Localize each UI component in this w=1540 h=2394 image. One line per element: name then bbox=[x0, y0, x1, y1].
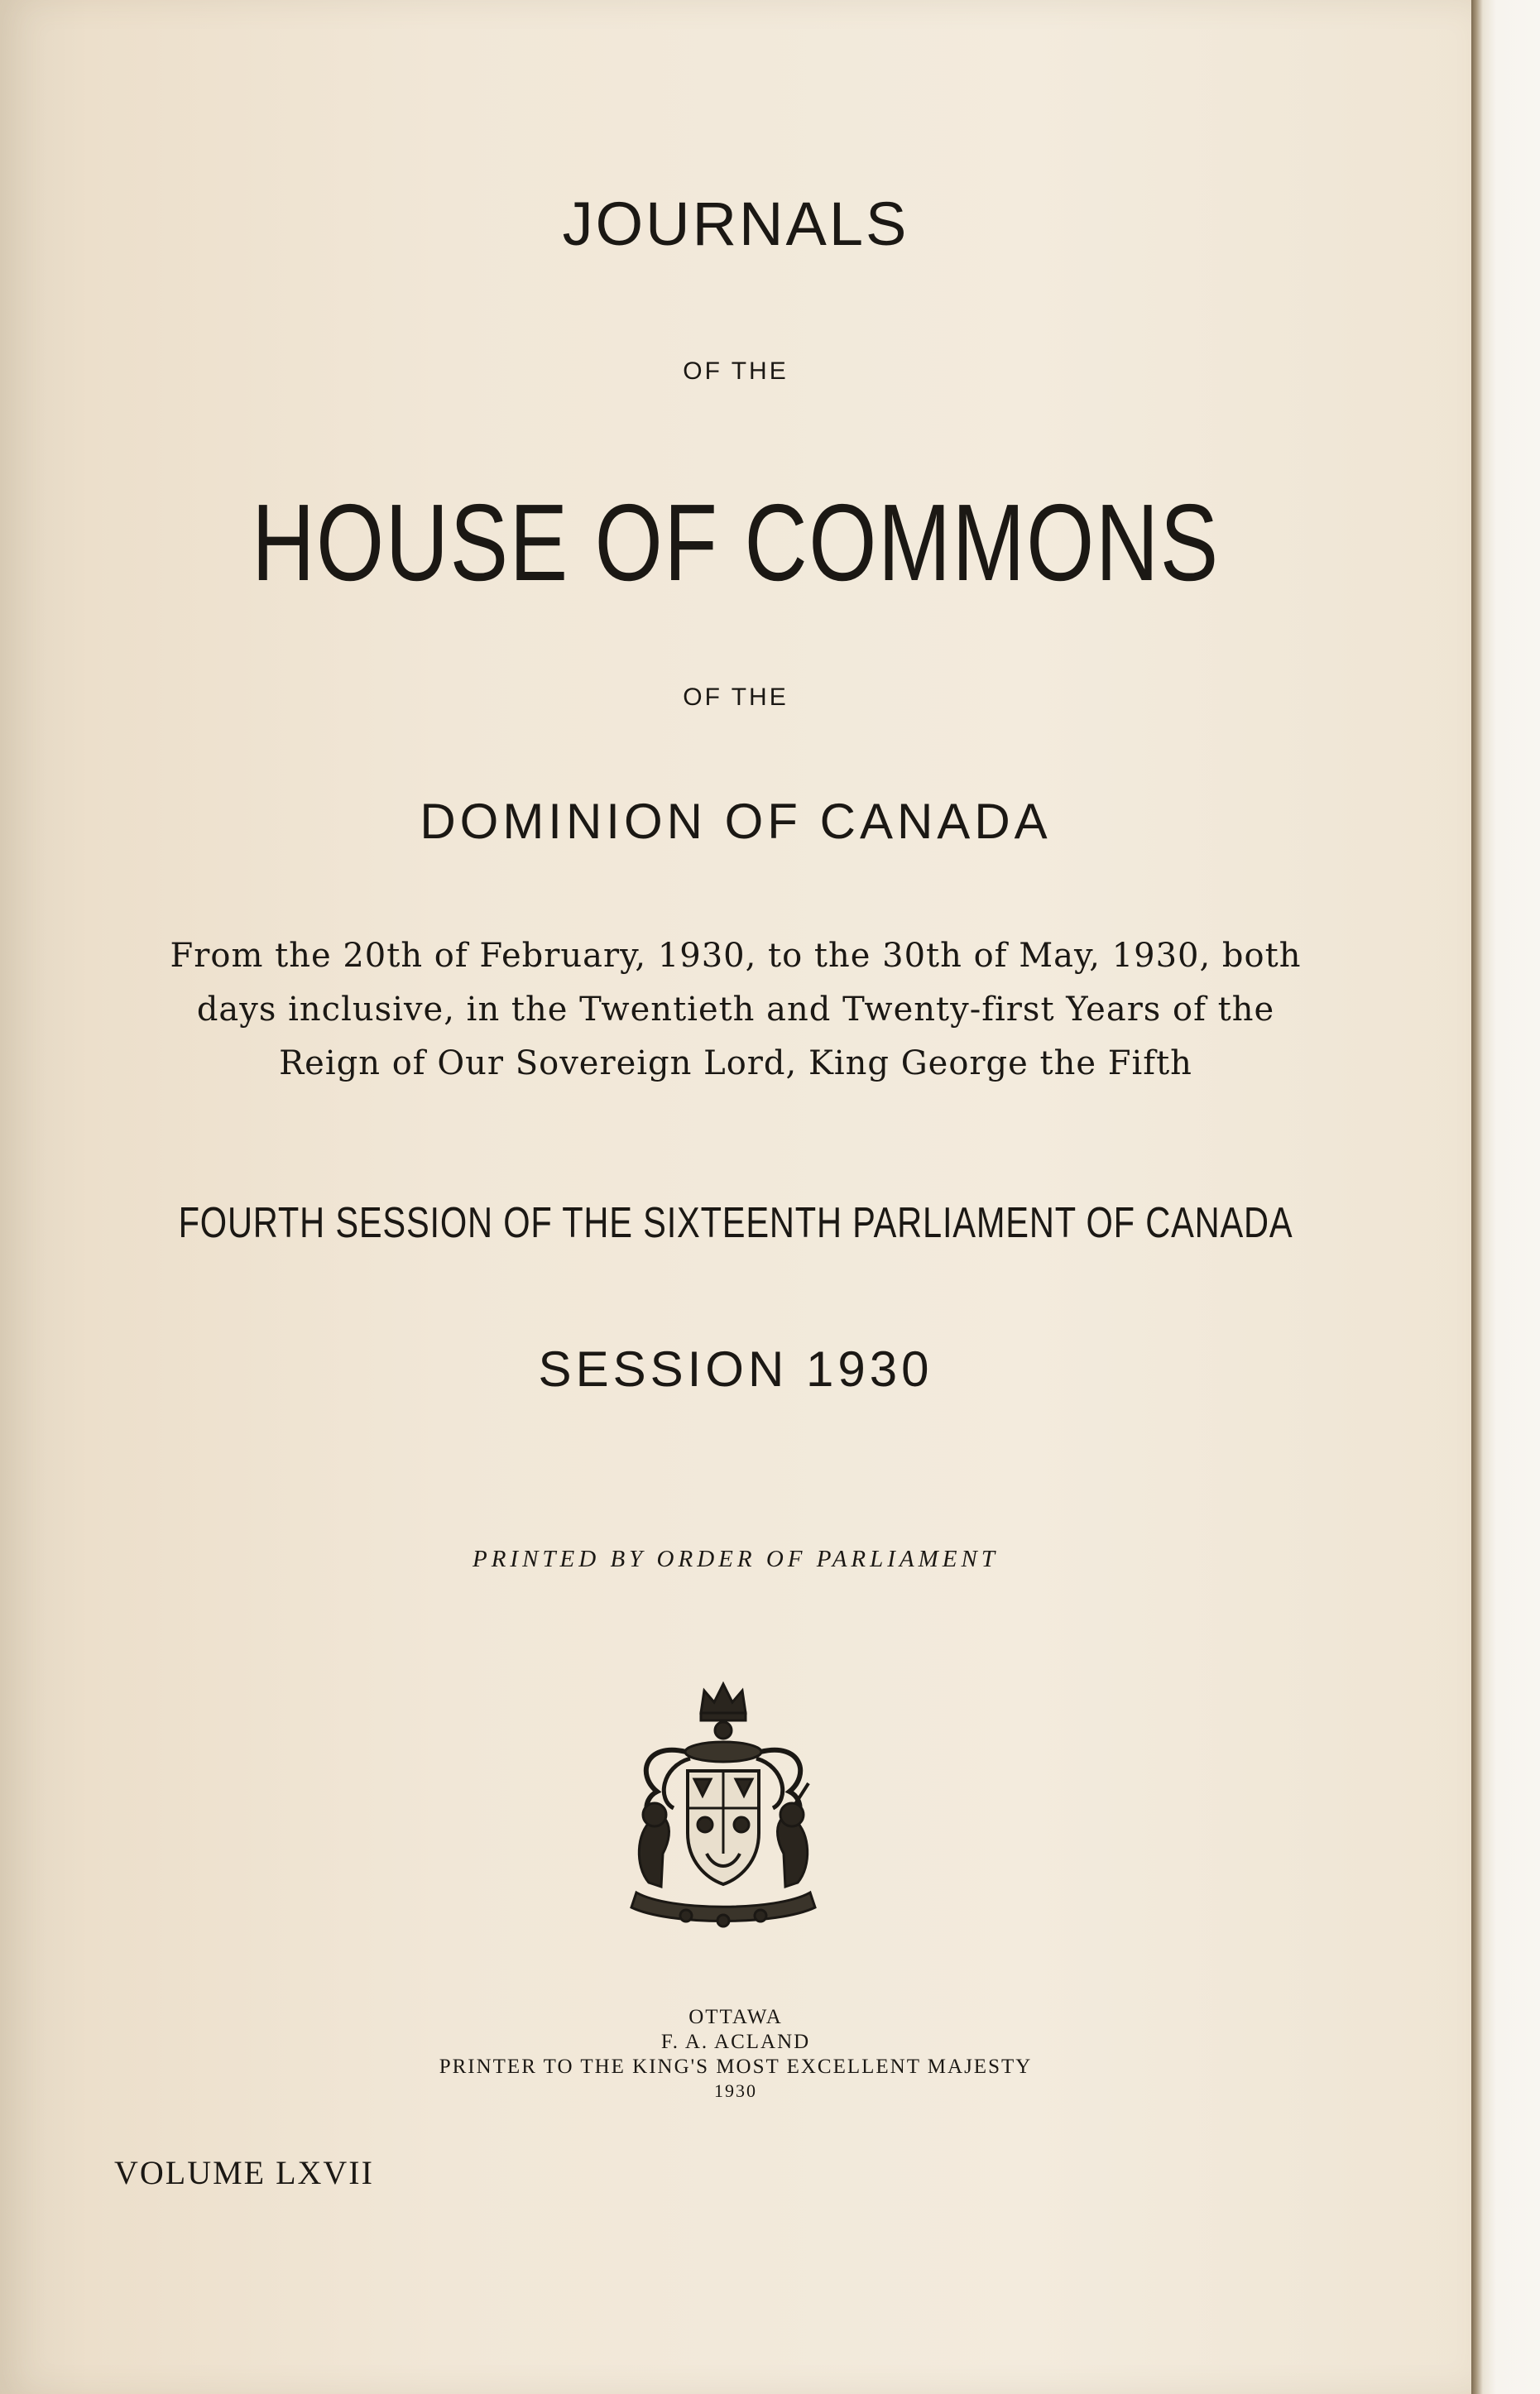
date-range-line: From the 20th of February, 1930, to the 30th of May, 1930, both bbox=[170, 937, 1302, 975]
of-the-line: OF THE bbox=[683, 684, 789, 711]
imprint-city: OTTAWA bbox=[688, 2006, 783, 2028]
imprint-printer-name: F. A. ACLAND bbox=[660, 2031, 811, 2053]
imprint-printer-title: PRINTER TO THE KING'S MOST EXCELLENT MAJESTY bbox=[439, 2056, 1033, 2078]
coat-of-arms-icon bbox=[612, 1676, 835, 1932]
session-description: FOURTH SESSION OF THE SIXTEENTH PARLIAMENT OF CANADA bbox=[178, 1199, 1293, 1247]
of-the-line: OF THE bbox=[683, 357, 789, 385]
date-range-line: days inclusive, in the Twentieth and Twenty-first Years of the bbox=[196, 991, 1275, 1029]
volume-label: VOLUME LXVII bbox=[114, 2154, 374, 2191]
dominion-heading: DOMINION OF CANADA bbox=[420, 794, 1052, 849]
page-edge bbox=[1471, 0, 1540, 2394]
session-heading: SESSION 1930 bbox=[538, 1341, 933, 1397]
imprint-year: 1930 bbox=[714, 2080, 757, 2101]
date-range-line: Reign of Our Sovereign Lord, King George the Fifth bbox=[279, 1044, 1192, 1082]
house-of-commons-heading: HOUSE OF COMMONS bbox=[252, 482, 1220, 603]
printed-by-line: PRINTED BY ORDER OF PARLIAMENT bbox=[473, 1546, 999, 1572]
journals-heading: JOURNALS bbox=[562, 190, 909, 258]
